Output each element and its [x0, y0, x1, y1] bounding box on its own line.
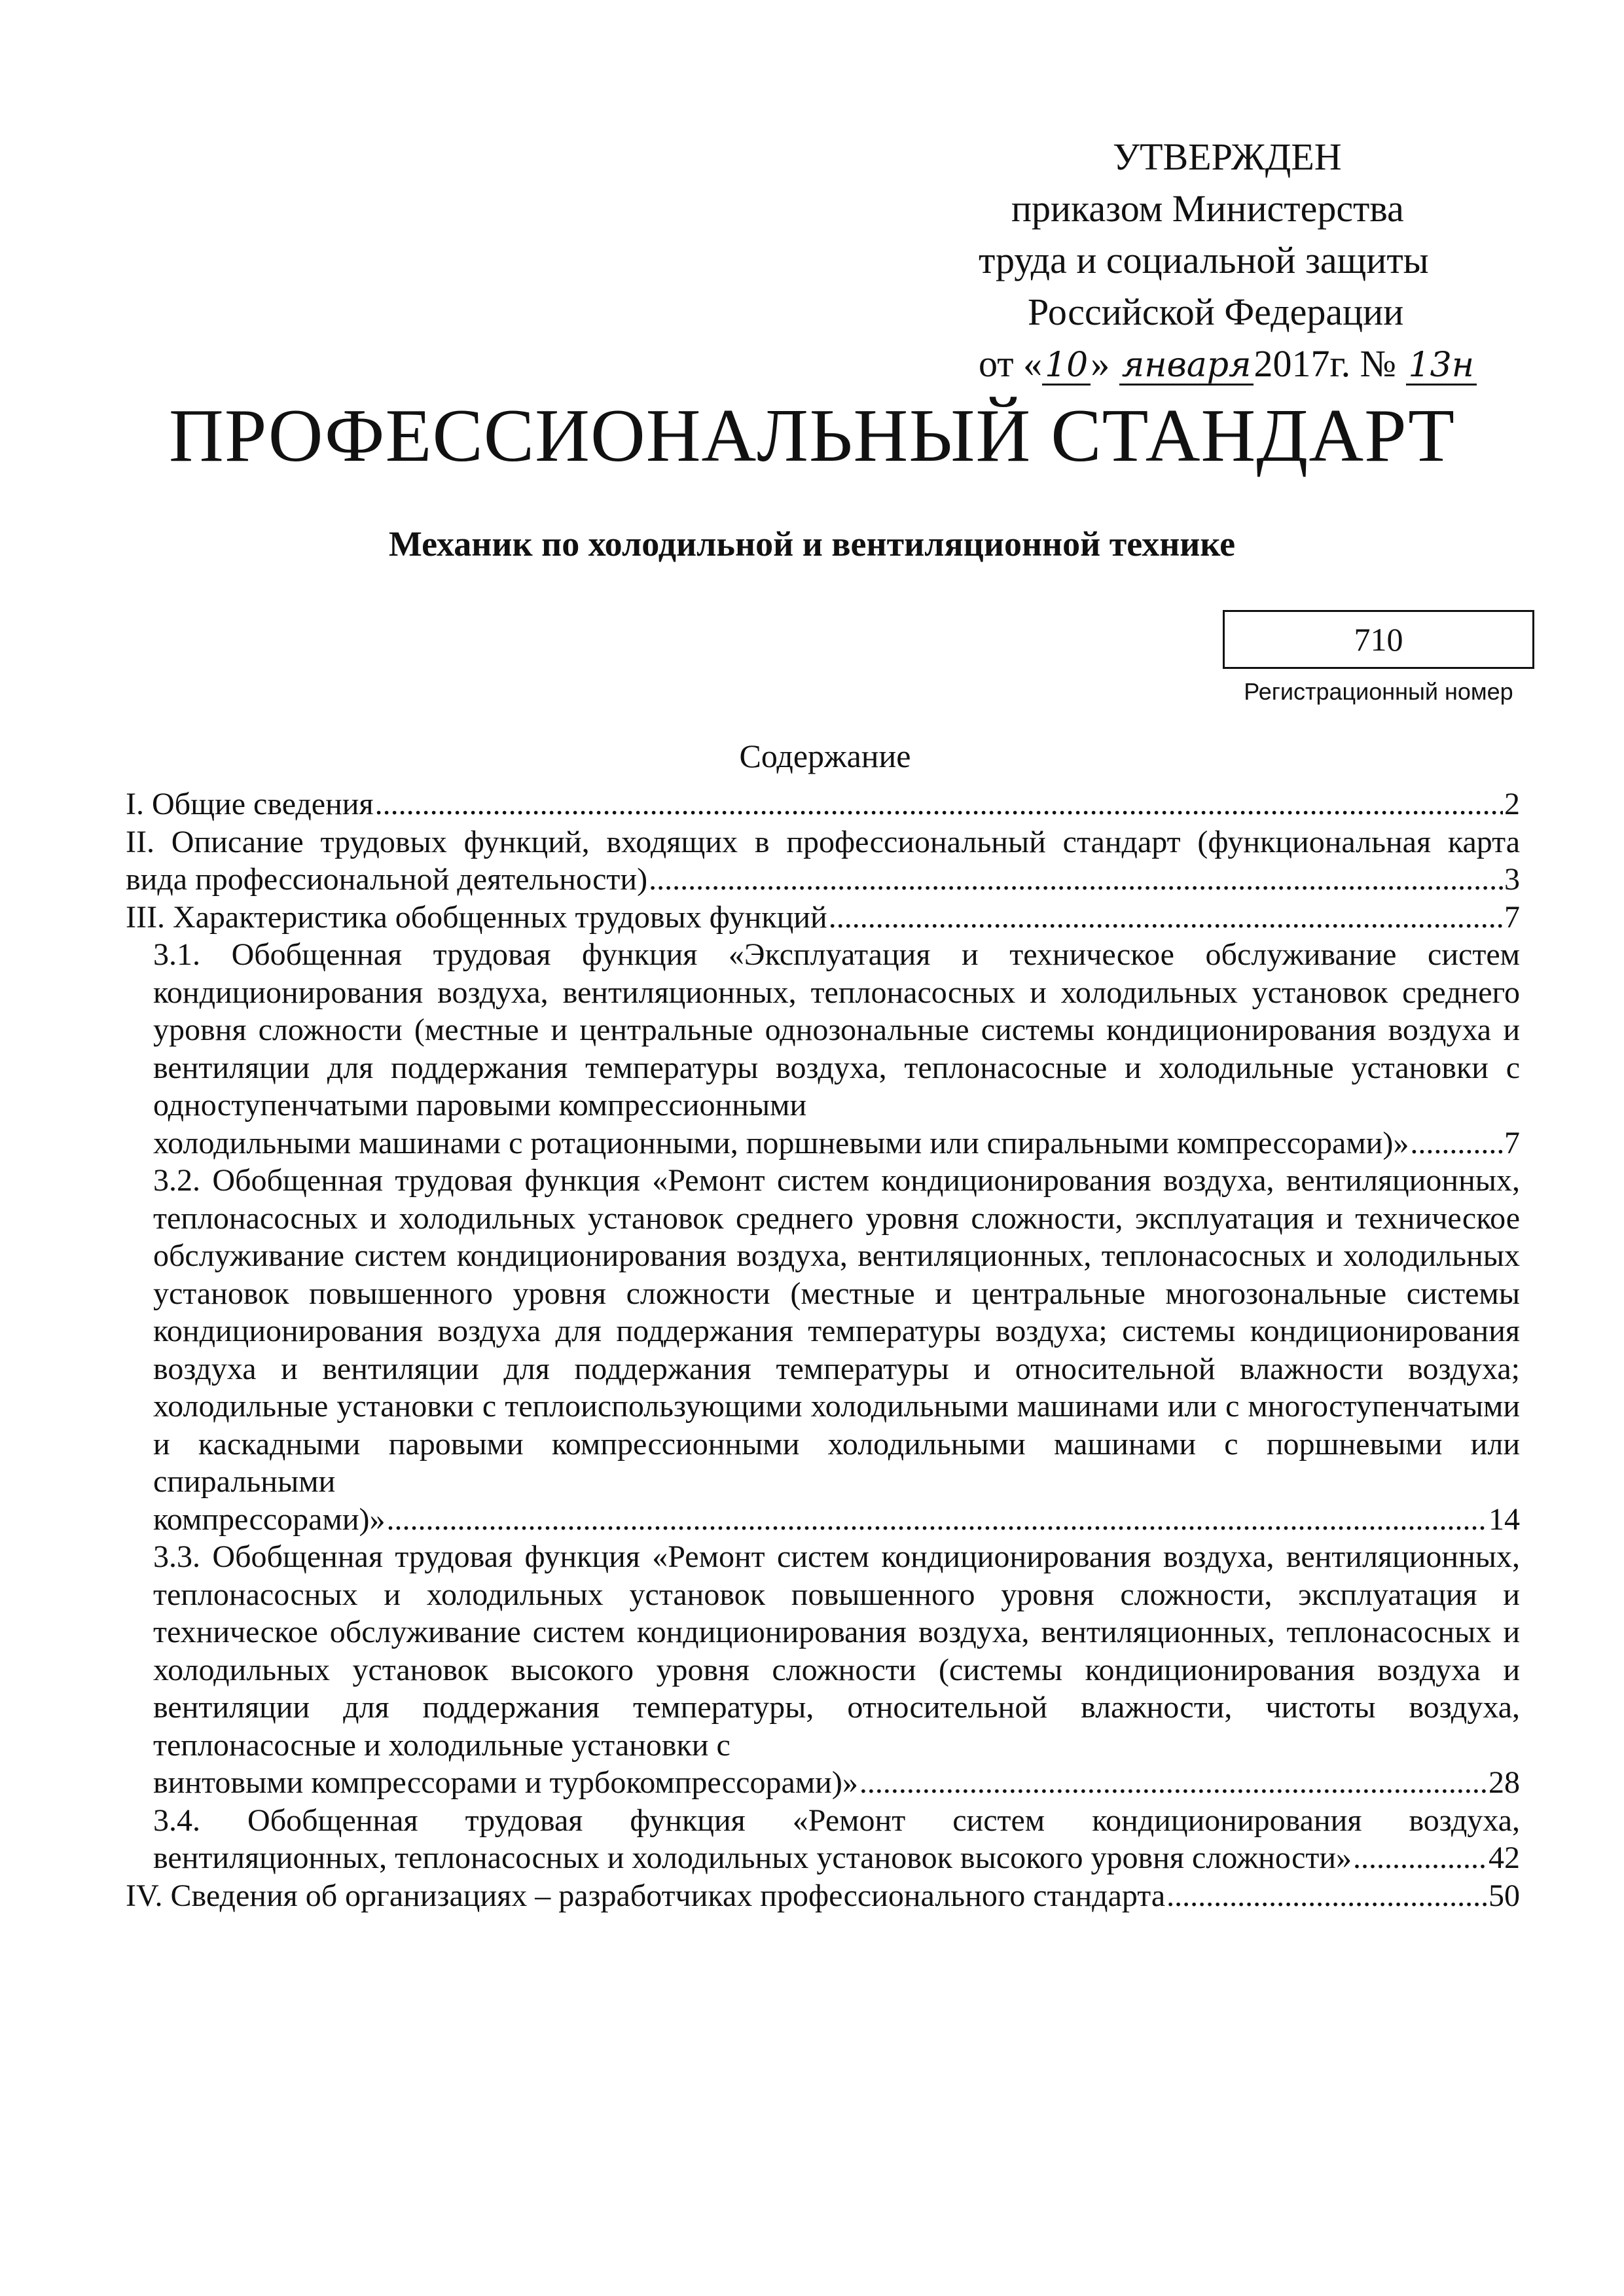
toc-item-section-4[interactable] [126, 1877, 1520, 1915]
toc-item-line [126, 899, 1520, 937]
toc-item-section-2[interactable] [126, 823, 1520, 899]
toc-page-number: 3 [1504, 862, 1520, 897]
date-prefix: от « [979, 342, 1043, 385]
toc-dot-leader [387, 1501, 1488, 1539]
toc-item-text: 3.2. Обобщенная трудовая функция «Ремонт систем кондиционирования воздуха, вентиляционных, теплонасосных и холодильных установок среднего уровня сложности, эксплуатация и техническое обслуживание систем кондиционирования воздуха, вентиляционных, теплонасосных и холодильных установок повышенного уровня сложности (местные и центральные многозональные системы кондиционирования воздуха для поддержания температуры воздуха; системы кондиционирования воздуха и вентиляции для поддержания температуры и относительной влажности воздуха; холодильные установки с теплоиспользующими холодильными машинами или с многоступенчатыми и каскадными паровыми компрессионными холодильными машинами с поршневыми или спиральными [153, 1163, 1520, 1499]
toc-page-number: 28 [1489, 1765, 1520, 1800]
toc-page-number: 2 [1504, 787, 1520, 821]
toc-item-title: III. Характеристика обобщенных трудовых функций [126, 899, 827, 935]
approval-line-2: труда и социальной защиты [979, 239, 1429, 281]
toc-dot-leader [829, 899, 1503, 937]
document-title: ПРОФЕССИОНАЛЬНЫЙ СТАНДАРТ [169, 394, 1455, 478]
toc-page-number: 14 [1489, 1501, 1520, 1537]
toc-dot-leader [1353, 1839, 1487, 1877]
toc-item-3-1[interactable] [126, 936, 1520, 1162]
toc-item-title: вентиляционных, теплонасосных и холодильных установок высокого уровня сложности» [153, 1840, 1352, 1875]
date-mid: » [1091, 342, 1110, 385]
toc-page-number: 42 [1489, 1840, 1520, 1875]
registration-number-box: 710 [1223, 610, 1534, 669]
toc-item-title: винтовыми компрессорами и турбокомпрессорами)» [153, 1765, 858, 1800]
toc-item-title: компрессорами)» [153, 1501, 386, 1537]
toc-item-3-4[interactable] [126, 1802, 1520, 1877]
order-number: 13н [1406, 347, 1477, 386]
date-year: 2017 [1254, 342, 1330, 385]
approval-title: УТВЕРЖДЕН [1113, 135, 1342, 178]
table-of-contents [126, 785, 1520, 1914]
toc-item-title: I. Общие сведения [126, 787, 374, 821]
registration-caption: Регистрационный номер [1244, 678, 1513, 705]
toc-heading: Содержание [739, 738, 911, 774]
approval-date-line [975, 338, 1499, 389]
toc-item-text: 3.4. Обобщенная трудовая функция «Ремонт систем кондиционирования воздуха, [153, 1803, 1520, 1838]
toc-dot-leader [649, 861, 1503, 899]
approval-line-3: Российской Федерации [1028, 291, 1404, 333]
toc-item-section-1[interactable] [126, 785, 1520, 823]
document-subtitle: Механик по холодильной и вентиляционной технике [388, 524, 1236, 564]
toc-dot-leader [859, 1764, 1487, 1802]
toc-item-line [153, 1839, 1520, 1877]
toc-item-3-3[interactable] [126, 1538, 1520, 1802]
toc-item-line [126, 861, 1520, 899]
approval-line-1: приказом Министерства [1011, 187, 1404, 230]
toc-item-line [126, 1877, 1520, 1915]
toc-item-line [153, 1124, 1520, 1162]
toc-item-line [153, 1501, 1520, 1539]
toc-item-text: 3.1. Обобщенная трудовая функция «Эксплуатация и техническое обслуживание систем кондиционирования воздуха, вентиляционных, теплонасосных и холодильных установок среднего уровня сложности (местные и центральные однозональные системы кондиционирования воздуха и вентиляции для поддержания температуры воздуха, теплонасосные и холодильные установки с одноступенчатыми паровыми компрессионными [153, 937, 1520, 1122]
toc-item-section-3[interactable] [126, 899, 1520, 937]
toc-item-title: вида профессиональной деятельности) [126, 862, 648, 897]
date-day: 10 [1042, 347, 1091, 386]
toc-page-number: 7 [1504, 899, 1520, 935]
toc-page-number: 50 [1489, 1878, 1520, 1913]
date-suffix: г. № [1329, 342, 1397, 385]
toc-page-number: 7 [1504, 1125, 1520, 1160]
toc-dot-leader [375, 785, 1503, 823]
toc-dot-leader [1166, 1877, 1487, 1915]
toc-item-text: 3.3. Обобщенная трудовая функция «Ремонт систем кондиционирования воздуха, вентиляционных, теплонасосных и холодильных установок повышенного уровня сложности, эксплуатация и техническое обслуживание систем кондиционирования воздуха, вентиляционных, теплонасосных и холодильных установок высокого уровня сложности (системы кондиционирования воздуха и вентиляции для поддержания температуры, относительной влажности, чистоты воздуха, теплонасосные и холодильные установки с [153, 1539, 1520, 1763]
toc-item-line [126, 785, 1520, 823]
toc-item-3-2[interactable] [126, 1162, 1520, 1538]
date-month: января [1119, 347, 1254, 386]
toc-item-title: IV. Сведения об организациях – разработчиках профессионального стандарта [126, 1878, 1166, 1913]
toc-item-text: II. Описание трудовых функций, входящих в профессиональный стандарт (функциональная карта [126, 824, 1520, 859]
toc-item-title: холодильными машинами с ротационными, поршневыми или спиральными компрессорами)» [153, 1125, 1409, 1160]
toc-dot-leader [1410, 1124, 1503, 1162]
approval-block [975, 131, 1499, 389]
toc-item-line [153, 1764, 1520, 1802]
